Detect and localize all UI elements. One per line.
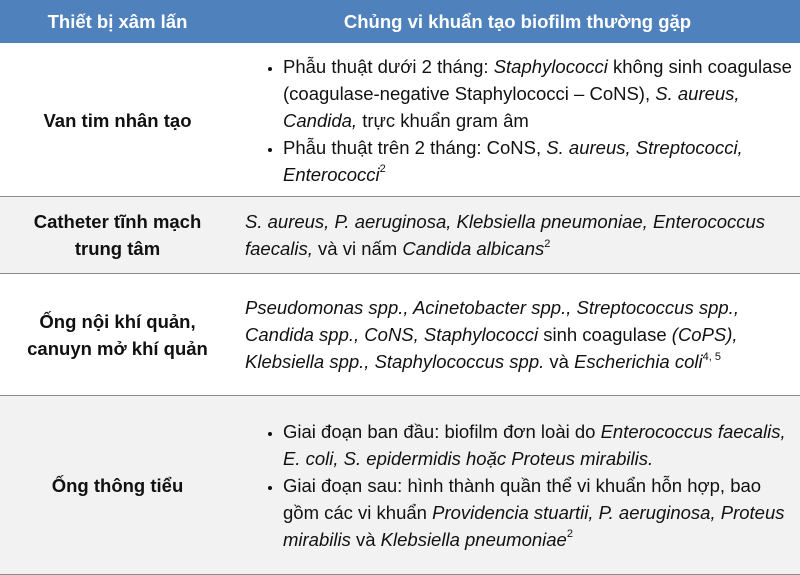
table-body <box>0 44 800 575</box>
text-segment: không sinh coagulase (coagulase-negative Staphylococci – CoNS), <box>283 55 792 104</box>
device-cell: Van tim nhân tạo <box>0 44 235 197</box>
italic-text: S. aureus, Candida, <box>283 82 740 131</box>
table-row <box>0 44 800 197</box>
italic-text: (CoPS), Klebsiella spp., Staphylococcus spp. <box>245 324 738 372</box>
text-segment: Phẫu thuật dưới 2 tháng: <box>283 55 494 77</box>
organism-cell <box>235 44 800 197</box>
header-organisms: Chủng vi khuẩn tạo biofilm thường gặp <box>235 0 800 44</box>
citation-superscript: 4, 5 <box>702 350 721 363</box>
text-segment: Giai đoạn ban đầu: biofilm đơn loài do <box>283 420 601 442</box>
organism-bullet <box>283 472 792 553</box>
table-row <box>0 197 800 274</box>
italic-text: Staphylococci <box>493 55 608 77</box>
italic-text: Providencia stuartii, P. aeruginosa, Proteus mirabilis <box>283 501 785 550</box>
italic-text: Escherichia coli <box>574 351 703 372</box>
text-segment: và <box>350 528 381 550</box>
italic-text: S. aureus, Streptococci, Enterococci <box>283 136 743 185</box>
table-header <box>0 0 800 44</box>
italic-text: Enterococcus faecalis, E. coli, S. epidermidis hoặc Proteus mirabilis. <box>283 420 786 469</box>
italic-text: S. aureus, P. aeruginosa, Klebsiella pneumoniae, Enterococcus faecalis, <box>245 211 766 259</box>
header-device: Thiết bị xâm lấn <box>0 0 235 44</box>
text-segment: Giai đoạn sau: hình thành quần thể vi khuẩn hỗn hợp, bao gồm các vi khuẩn <box>283 474 762 523</box>
italic-text: Pseudomonas spp., Acinetobacter spp., Streptococcus spp., Candida spp., CoNS, Staphylococci <box>245 297 739 345</box>
italic-text: Klebsiella pneumoniae <box>380 528 567 550</box>
table-row <box>0 274 800 396</box>
text-segment: Phẫu thuật trên 2 tháng: CoNS, <box>283 136 547 158</box>
device-cell: Ống nội khí quản, canuyn mở khí quản <box>0 274 235 396</box>
organism-cell <box>235 396 800 575</box>
text-segment: trực khuẩn gram âm <box>357 109 529 131</box>
citation-superscript: 2 <box>544 237 551 250</box>
organism-bullet <box>283 418 792 472</box>
organism-bullet-list <box>245 53 792 188</box>
italic-text: Candida albicans <box>402 238 545 259</box>
organism-cell <box>235 197 800 274</box>
text-segment: và vi nấm <box>312 238 403 259</box>
organism-bullet <box>283 134 792 188</box>
organism-cell <box>235 274 800 396</box>
header-row <box>0 0 800 44</box>
citation-superscript: 2 <box>566 528 573 541</box>
citation-superscript: 2 <box>379 163 386 176</box>
organism-bullet-list <box>245 418 792 553</box>
table-row <box>0 396 800 575</box>
organism-bullet <box>283 53 792 134</box>
text-segment: sinh coagulase <box>538 324 672 345</box>
device-cell: Ống thông tiểu <box>0 396 235 575</box>
device-cell: Catheter tĩnh mạch trung tâm <box>0 197 235 274</box>
text-segment: và <box>544 351 575 372</box>
